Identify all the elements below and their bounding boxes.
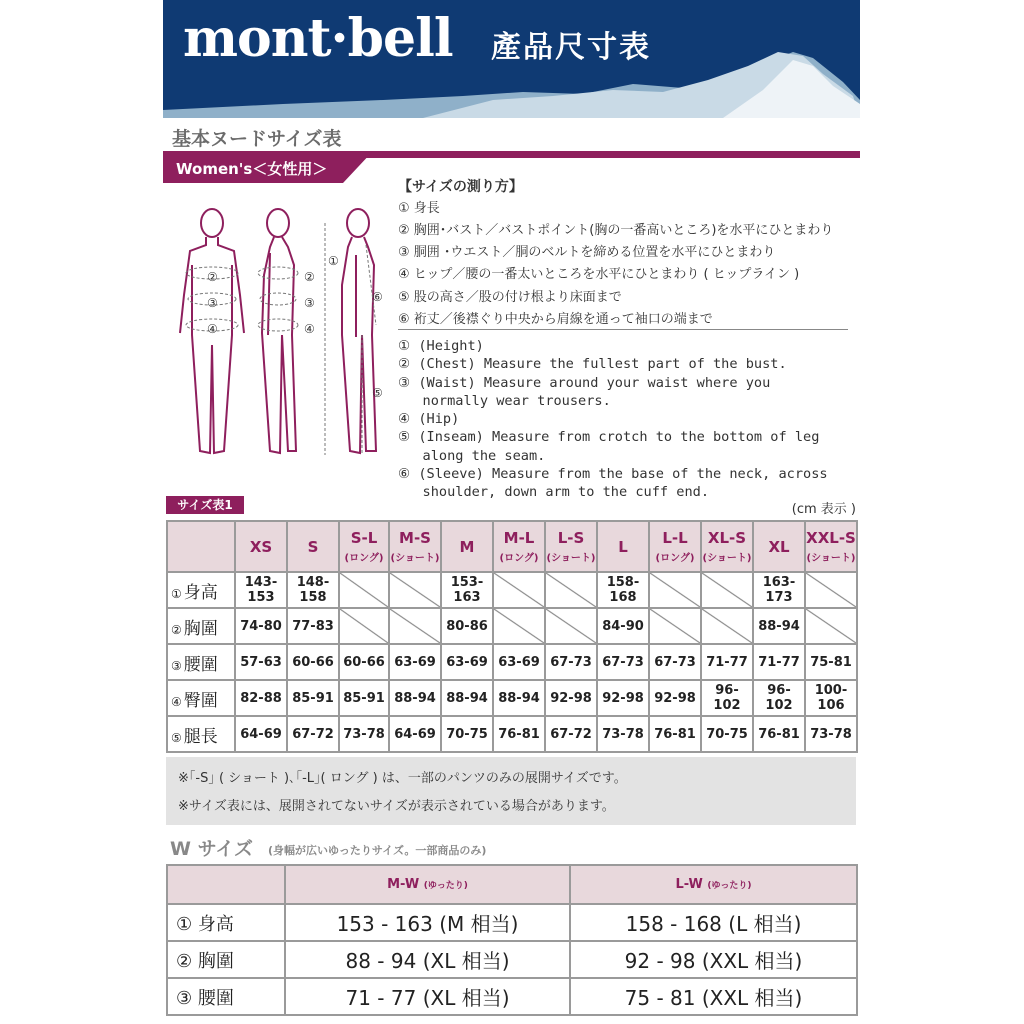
row-number: ② — [171, 622, 182, 637]
unavailable-cell — [805, 608, 857, 644]
w-size-value-cell: 75 - 81 (XXL 相当) — [570, 978, 857, 1015]
size-sublabel: (ショート) — [806, 553, 856, 564]
measure-english-text: ① (Height) ② (Chest) Measure the fullest part of the bust. ③ (Waist) Measure around your waist where you normally wear trousers. ④ (Hip) ⑤ (Inseam) Measure from crotch to the bottom of leg along the seam. ⑥ (Sleeve) Measure from the base of the neck, across shoulder, down arm to the cuff end. — [398, 338, 828, 501]
marker-3-front: ③ — [207, 296, 218, 310]
size-value-cell: 96-102 — [753, 680, 805, 716]
unavailable-cell — [493, 608, 545, 644]
size-value-cell: 70-75 — [701, 716, 753, 752]
size-label: XXL-S — [806, 529, 856, 547]
size-value-cell: 76-81 — [753, 716, 805, 752]
page-title: 產品尺寸表 — [491, 30, 651, 65]
w-size-value-cell: 88 - 94 (XL 相当) — [285, 941, 570, 978]
row-number: ④ — [171, 694, 182, 709]
row-label — [167, 608, 235, 644]
size-column-header — [805, 521, 857, 572]
size-value-cell: 73-78 — [597, 716, 649, 752]
size-value-cell: 92-98 — [649, 680, 701, 716]
row-label — [167, 644, 235, 680]
size-sublabel: (ショート) — [546, 553, 596, 564]
row-number: ⑤ — [171, 730, 182, 745]
size-value-cell: 67-73 — [649, 644, 701, 680]
size-value-cell: 67-72 — [287, 716, 339, 752]
row-label-text: 腿長 — [183, 726, 218, 747]
marker-3-side: ③ — [304, 296, 315, 310]
size-value-cell: 153-163 — [441, 572, 493, 608]
size-sublabel: (ショート) — [390, 553, 440, 564]
body-figures-illustration — [170, 205, 395, 460]
header-corner-cell — [167, 865, 285, 904]
size-value-cell: 64-69 — [389, 716, 441, 752]
w-size-value-cell: 92 - 98 (XXL 相当) — [570, 941, 857, 978]
table-row — [167, 572, 857, 608]
size-value-cell: 158-168 — [597, 572, 649, 608]
size-value-cell: 64-69 — [235, 716, 287, 752]
table-row — [167, 680, 857, 716]
marker-1: ① — [328, 254, 339, 268]
size-label: S — [307, 537, 319, 556]
size-label: S-L — [350, 529, 378, 547]
w-size-value-cell: 153 - 163 (M 相当) — [285, 904, 570, 941]
section-title: 基本ヌードサイズ表 — [172, 128, 342, 150]
row-label: ② 胸圍 — [167, 941, 285, 978]
size-value-cell: 96-102 — [701, 680, 753, 716]
size-column-header — [753, 521, 805, 572]
size-sublabel: (ゆったり) — [423, 881, 468, 891]
size-value-cell: 88-94 — [753, 608, 805, 644]
unavailable-cell — [649, 572, 701, 608]
size-label: M-W — [387, 877, 424, 892]
size-column-header — [389, 521, 441, 572]
unavailable-cell — [389, 572, 441, 608]
marker-5: ⑤ — [372, 386, 383, 400]
measure-jp-line: ④ ヒップ／腰の一番太いところを水平にひとまわり ( ヒップライン ) — [398, 267, 800, 282]
size-column-header — [545, 521, 597, 572]
size-value-cell: 92-98 — [545, 680, 597, 716]
marker-4-front: ④ — [207, 322, 218, 336]
size-column-header — [441, 521, 493, 572]
table-row — [167, 978, 857, 1015]
unavailable-cell — [701, 608, 753, 644]
size-value-cell: 143-153 — [235, 572, 287, 608]
size-sublabel: (ショート) — [702, 553, 752, 564]
size-label: XL-S — [707, 529, 747, 547]
size-sublabel: (ロング) — [344, 553, 384, 564]
size-label: L — [618, 537, 628, 556]
row-label-text: 身高 — [183, 582, 218, 603]
size-column-header — [597, 521, 649, 572]
measure-jp-line: ③ 胴囲 ･ウエスト／胴のベルトを締める位置を水平にひとまわり — [398, 245, 776, 260]
size-label: M-L — [503, 529, 535, 547]
header-corner-cell — [167, 521, 235, 572]
size-value-cell: 84-90 — [597, 608, 649, 644]
size-value-cell: 85-91 — [287, 680, 339, 716]
size-sublabel: (ゆったり) — [707, 881, 752, 891]
size-value-cell: 67-72 — [545, 716, 597, 752]
row-label: ① 身高 — [167, 904, 285, 941]
unavailable-cell — [389, 608, 441, 644]
w-size-value-cell: 71 - 77 (XL 相当) — [285, 978, 570, 1015]
measure-jp-line: ⑤ 股の高さ／股の付け根より床面まで — [398, 290, 622, 305]
size-sublabel: (ロング) — [655, 553, 695, 564]
row-label-text: 胸圍 — [183, 618, 218, 639]
unavailable-cell — [339, 572, 389, 608]
size-value-cell: 85-91 — [339, 680, 389, 716]
note-line: ※｢-S｣ ( ショート )､｢-L｣( ロング ) は、一部のパンツのみの展開サイズです。 — [178, 771, 627, 786]
table-row — [167, 608, 857, 644]
unavailable-cell — [545, 608, 597, 644]
size-value-cell: 71-77 — [753, 644, 805, 680]
size-column-header — [701, 521, 753, 572]
measure-jp-line: ① 身長 — [398, 201, 440, 216]
size-value-cell: 76-81 — [649, 716, 701, 752]
size-value-cell: 88-94 — [493, 680, 545, 716]
row-label: ③ 腰圍 — [167, 978, 285, 1015]
size-value-cell: 100-106 — [805, 680, 857, 716]
size-table — [166, 520, 858, 753]
measure-jp-line: ② 胸囲･バスト／バストポイント(胸の一番高いところ)を水平にひとまわり — [398, 223, 834, 238]
table-row — [167, 716, 857, 752]
size-value-cell: 67-73 — [597, 644, 649, 680]
size-value-cell: 60-66 — [339, 644, 389, 680]
size-value-cell: 67-73 — [545, 644, 597, 680]
header-banner — [163, 0, 860, 118]
w-size-value-cell: 158 - 168 (L 相当) — [570, 904, 857, 941]
size-value-cell: 57-63 — [235, 644, 287, 680]
divider — [398, 329, 848, 330]
size-label: L-L — [662, 529, 688, 547]
size-column-header — [493, 521, 545, 572]
size-value-cell: 88-94 — [441, 680, 493, 716]
size-value-cell: 71-77 — [701, 644, 753, 680]
unit-label: (cm 表示 ) — [791, 502, 856, 517]
row-label — [167, 572, 235, 608]
unavailable-cell — [701, 572, 753, 608]
unavailable-cell — [545, 572, 597, 608]
size-column-header — [649, 521, 701, 572]
note-line: ※サイズ表には、展開されてないサイズが表示されている場合があります。 — [178, 799, 615, 814]
size-table-tag: サイズ表1 — [166, 496, 244, 514]
size-label: XS — [249, 537, 273, 556]
unavailable-cell — [339, 608, 389, 644]
row-number: ① — [171, 586, 182, 601]
unavailable-cell — [493, 572, 545, 608]
size-value-cell: 74-80 — [235, 608, 287, 644]
size-value-cell: 77-83 — [287, 608, 339, 644]
size-value-cell: 76-81 — [493, 716, 545, 752]
row-label-text: 腰圍 — [183, 654, 218, 675]
size-value-cell: 73-78 — [805, 716, 857, 752]
size-label: M-S — [399, 529, 431, 547]
size-value-cell: 70-75 — [441, 716, 493, 752]
size-value-cell: 63-69 — [493, 644, 545, 680]
w-size-column-header — [285, 865, 570, 904]
size-label: XL — [768, 537, 790, 556]
brand-logo: mont·bell — [183, 8, 453, 69]
w-size-column-header — [570, 865, 857, 904]
size-value-cell: 163-173 — [753, 572, 805, 608]
size-value-cell: 80-86 — [441, 608, 493, 644]
marker-2-side: ② — [304, 270, 315, 284]
measure-heading: 【サイズの測り方】 — [398, 179, 523, 195]
row-label — [167, 680, 235, 716]
marker-6: ⑥ — [372, 290, 383, 304]
size-sublabel: (ロング) — [499, 553, 539, 564]
size-column-header — [287, 521, 339, 572]
row-number: ③ — [171, 658, 182, 673]
table-row — [167, 644, 857, 680]
size-label: L-W — [675, 877, 708, 892]
marker-4-side: ④ — [304, 322, 315, 336]
size-value-cell: 75-81 — [805, 644, 857, 680]
size-value-cell: 63-69 — [441, 644, 493, 680]
marker-2-front: ② — [207, 270, 218, 284]
unavailable-cell — [649, 608, 701, 644]
size-value-cell: 73-78 — [339, 716, 389, 752]
w-size-table — [166, 864, 858, 1016]
w-size-subtitle: (身幅が広いゆったりサイズ。一部商品のみ) — [268, 844, 487, 857]
size-value-cell: 63-69 — [389, 644, 441, 680]
women-label: Women's＜女性用＞ — [176, 160, 328, 178]
size-label: L-S — [557, 529, 585, 547]
size-value-cell: 60-66 — [287, 644, 339, 680]
table-row — [167, 941, 857, 978]
size-value-cell: 82-88 — [235, 680, 287, 716]
size-value-cell: 88-94 — [389, 680, 441, 716]
w-size-title: W サイズ — [170, 838, 254, 860]
size-column-header — [339, 521, 389, 572]
table-row — [167, 904, 857, 941]
size-label: M — [459, 537, 475, 556]
size-value-cell: 148-158 — [287, 572, 339, 608]
unavailable-cell — [805, 572, 857, 608]
row-label — [167, 716, 235, 752]
size-value-cell: 92-98 — [597, 680, 649, 716]
row-label-text: 臀圍 — [183, 690, 218, 711]
measure-jp-line: ⑥ 裄丈／後襟ぐり中央から肩線を通って袖口の端まで — [398, 312, 713, 327]
size-column-header — [235, 521, 287, 572]
